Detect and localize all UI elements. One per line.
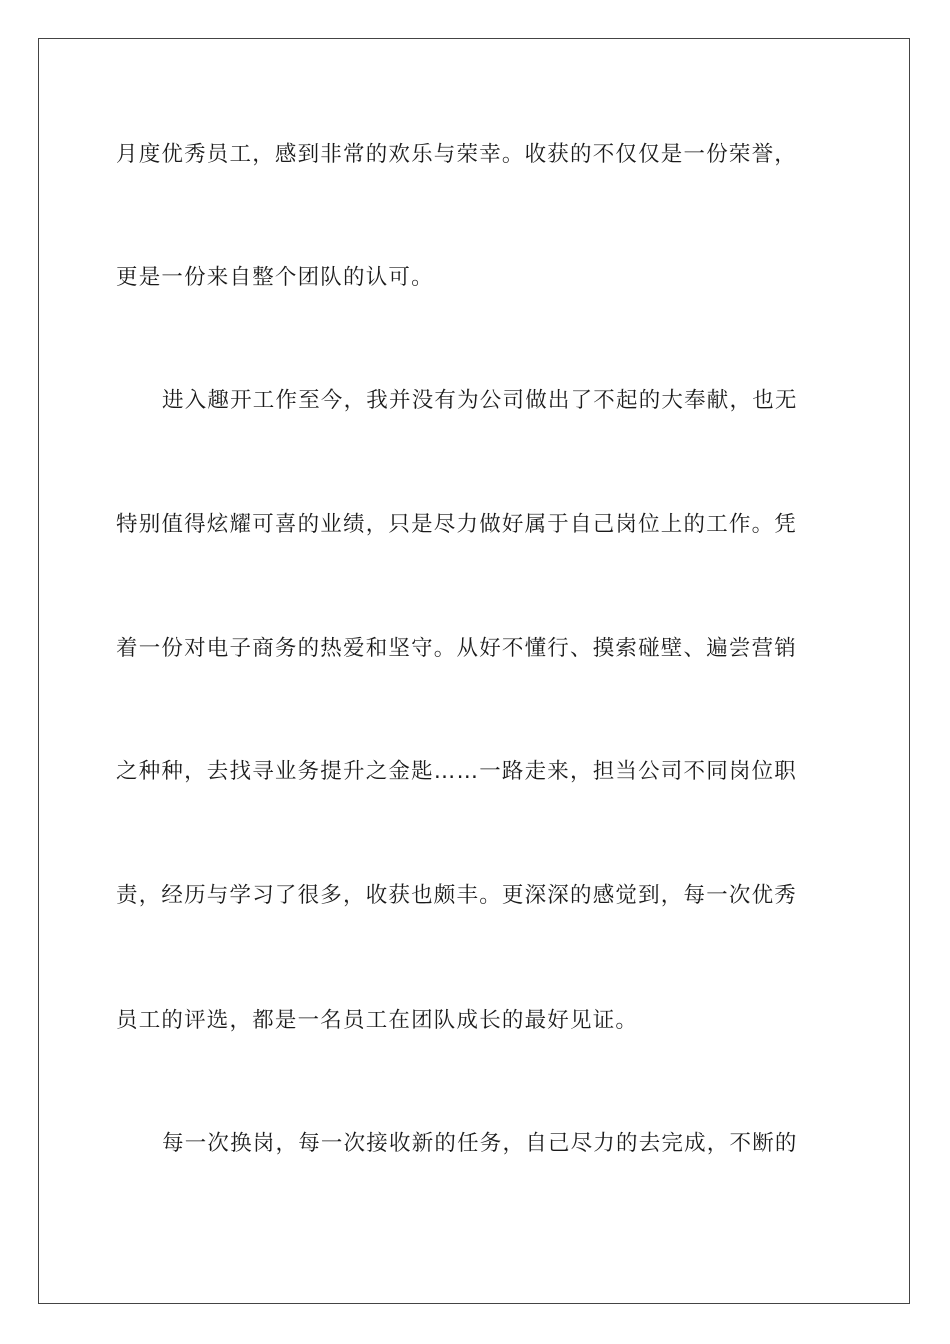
body-text-line: 月度优秀员工，感到非常的欢乐与荣幸。收获的不仅仅是一份荣誉， — [116, 142, 798, 167]
body-text-line: 特别值得炫耀可喜的业绩，只是尽力做好属于自己岗位上的工作。凭 — [116, 512, 798, 537]
body-text-line: 着一份对电子商务的热爱和坚守。从好不懂行、摸索碰壁、遍尝营销 — [116, 636, 798, 661]
page-border — [38, 38, 910, 1304]
paragraph-first-line: 进入趣开工作至今，我并没有为公司做出了不起的大奉献，也无 — [162, 388, 798, 413]
body-text-line: 更是一份来自整个团队的认可。 — [116, 265, 434, 290]
body-text-line: 之种种，去找寻业务提升之金匙……一路走来，担当公司不同岗位职 — [116, 759, 798, 784]
body-text-line: 责，经历与学习了很多，收获也颇丰。更深深的感觉到，每一次优秀 — [116, 883, 798, 908]
body-text-line: 员工的评选，都是一名员工在团队成长的最好见证。 — [116, 1008, 639, 1033]
paragraph-first-line: 每一次换岗，每一次接收新的任务，自己尽力的去完成，不断的 — [162, 1131, 798, 1156]
